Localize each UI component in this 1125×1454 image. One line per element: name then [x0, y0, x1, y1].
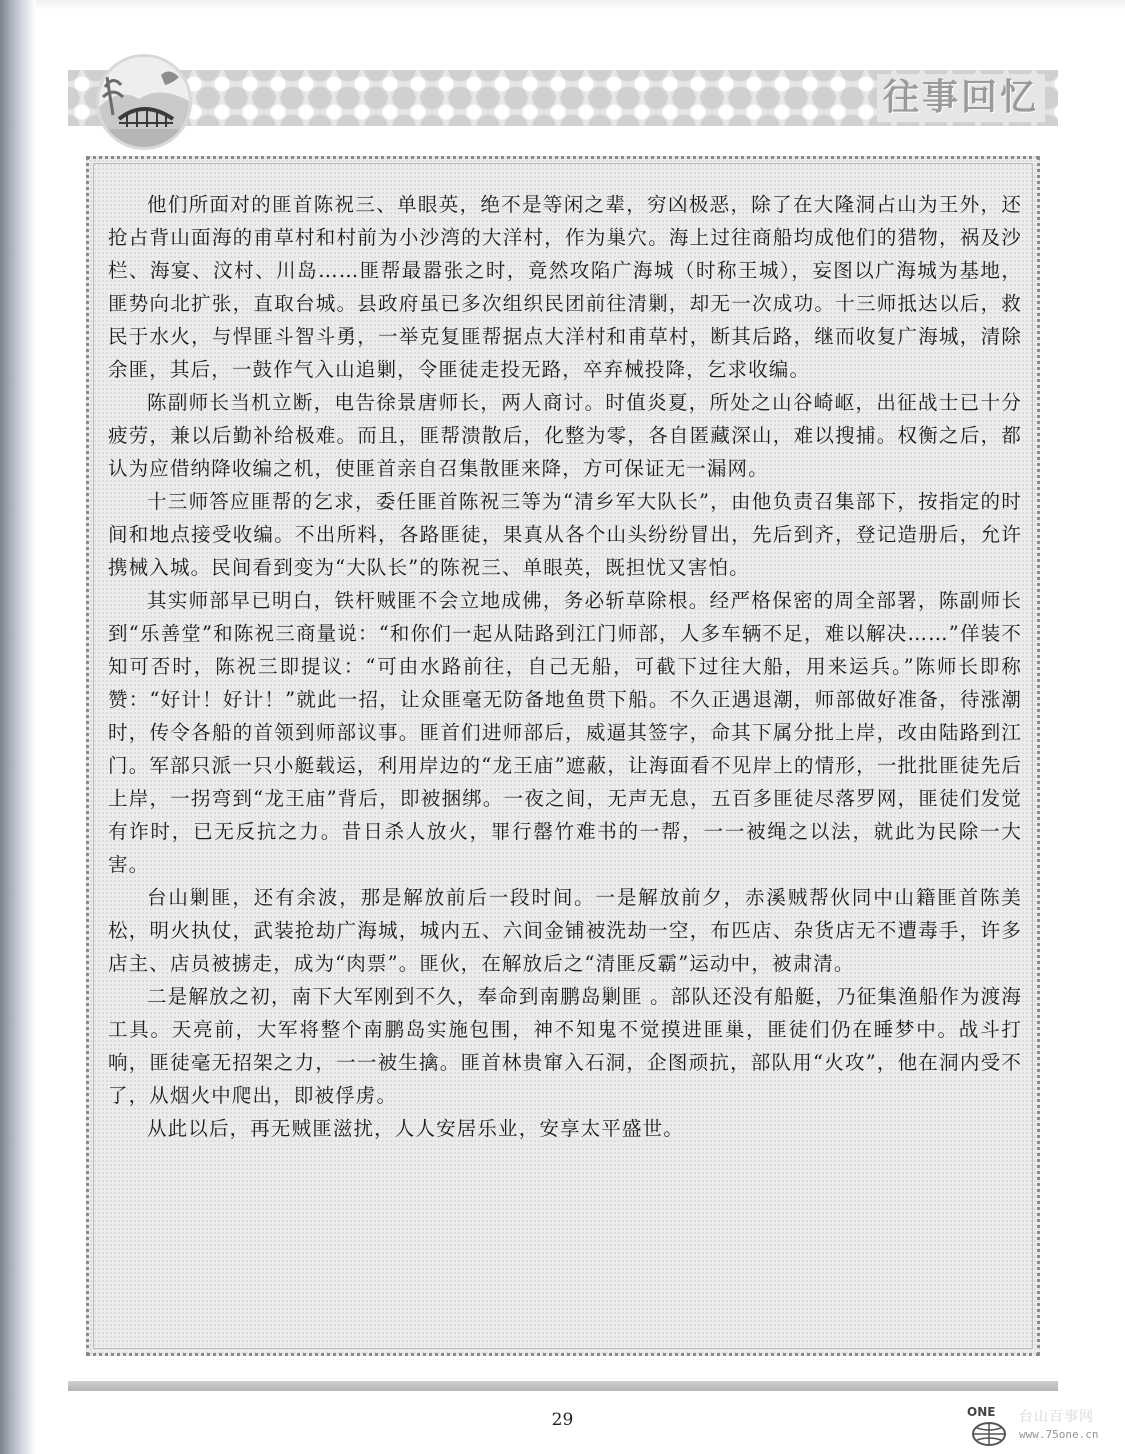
- paragraph-7: 从此以后，再无贼匪滋扰，人人安居乐业，安享太平盛世。: [147, 1117, 684, 1140]
- page-top-edge: [36, 0, 1125, 10]
- section-title: 往事回忆: [877, 74, 1045, 122]
- watermark-url: www.75one.cn: [1019, 1428, 1099, 1441]
- page-number: 29: [551, 1410, 574, 1430]
- paragraph-4: 其实师部早已明白，铁杆贼匪不会立地成佛，务必斩草除根。经严格保密的周全部署，陈副师长到“乐善堂”和陈祝三商量说：“和你们一起从陆路到江门师部，人多车辆不足，难以解决……”佯装不知可否时，陈祝三即提议：“可由水路前往，自己无船，可截下过往大船，用来运兵。”陈师长即称赞：“好计！好计！”就此一招，让众匪毫无防备地鱼贯下船。不久正遇退潮，师部做好准备，待涨潮时，传令各船的首领到师部议事。匪首们进师部后，威逼其签字，命其下属分批上岸，改由陆路到江门。军部只派一只小艇载运，利用岸边的“龙王庙”遮蔽，让海面看不见岸上的情形，一批批匪徒先后上岸，一拐弯到“龙王庙”背后，即被捆绑。一夜之间，无声无息，五百多匪徒尽落罗网，匪徒们发觉有诈时，已无反抗之力。昔日杀人放火，罪行罄竹难书的一帮，一一被绳之以法，就此为民除一大害。: [108, 589, 1022, 876]
- paragraph-6: 二是解放之初，南下大军刚到不久，奉命到南鹏岛剿匪 。部队还没有船艇，乃征集渔船作为渡海工具。天亮前，大军将整个南鹏岛实施包围，神不知鬼不觉摸进匪巢，匪徒们仍在睡梦中。战斗打响，匪徒毫无招架之力，一一被生擒。匪首林贵窜入石洞，企图顽抗，部队用“火攻”，他在洞内受不了，从烟火中爬出，即被俘虏。: [108, 985, 1022, 1107]
- bridge-landscape-illustration: [99, 57, 189, 147]
- paragraph-3: 十三师答应匪帮的乞求，委任匪首陈祝三等为“清乡军大队长”，由他负责召集部下，按指定的时间和地点接受收编。不出所料，各路匪徒，果真从各个山头纷纷冒出，先后到齐，登记造册后，允许携械入城。民间看到变为“大队长”的陈祝三、单眼英，既担忧又害怕。: [108, 490, 1022, 579]
- site-watermark[interactable]: [963, 1404, 1119, 1448]
- globe-logo-icon: [963, 1404, 1015, 1448]
- bridge-landscape-icon: [96, 54, 192, 150]
- paragraph-1: 他们所面对的匪首陈祝三、单眼英，绝不是等闲之辈，穷凶极恶，除了在大隆洞占山为王外，还抢占背山面海的甫草村和村前为小沙湾的大洋村，作为巢穴。海上过往商船均成他们的猎物，祸及沙栏、海宴、汶村、川岛……匪帮最嚣张之时，竟然攻陷广海城（时称王城），妄图以广海城为基地，匪势向北扩张，直取台城。县政府虽已多次组织民团前往清剿，却无一次成功。十三师抵达以后，救民于水火，与悍匪斗智斗勇，一举克复匪帮据点大洋村和甫草村，断其后路，继而收复广海城，清除余匪，其后，一鼓作气入山追剿，令匪徒走投无路，卒弃械投降，乞求收编。: [108, 193, 1022, 381]
- watermark-site-name: 台山百事网: [1019, 1409, 1094, 1425]
- footer-bar: [68, 1381, 1058, 1391]
- page-binding-shadow: [0, 0, 36, 1454]
- paragraph-2: 陈副师长当机立断，电告徐景唐师长，两人商讨。时值炎夏，所处之山谷崎岖，出征战士已十分疲劳，兼以后勤补给极难。而且，匪帮溃散后，化整为零，各自匿藏深山，难以搜捕。权衡之后，都认为应借纳降收编之机，使匪首亲自召集散匪来降，方可保证无一漏网。: [108, 391, 1022, 480]
- paragraph-5: 台山剿匪，还有余波，那是解放前后一段时间。一是解放前夕，赤溪贼帮伙同中山籍匪首陈美松，明火执仗，武装抢劫广海城，城内五、六间金铺被洗劫一空，布匹店、杂货店无不遭毒手，许多店主、店员被掳走，成为“肉票”。匪伙，在解放后之“清匪反霸”运动中，被肃清。: [108, 886, 1022, 975]
- article-body: [108, 188, 1022, 1145]
- watermark-logo-text: ONE: [967, 1405, 996, 1419]
